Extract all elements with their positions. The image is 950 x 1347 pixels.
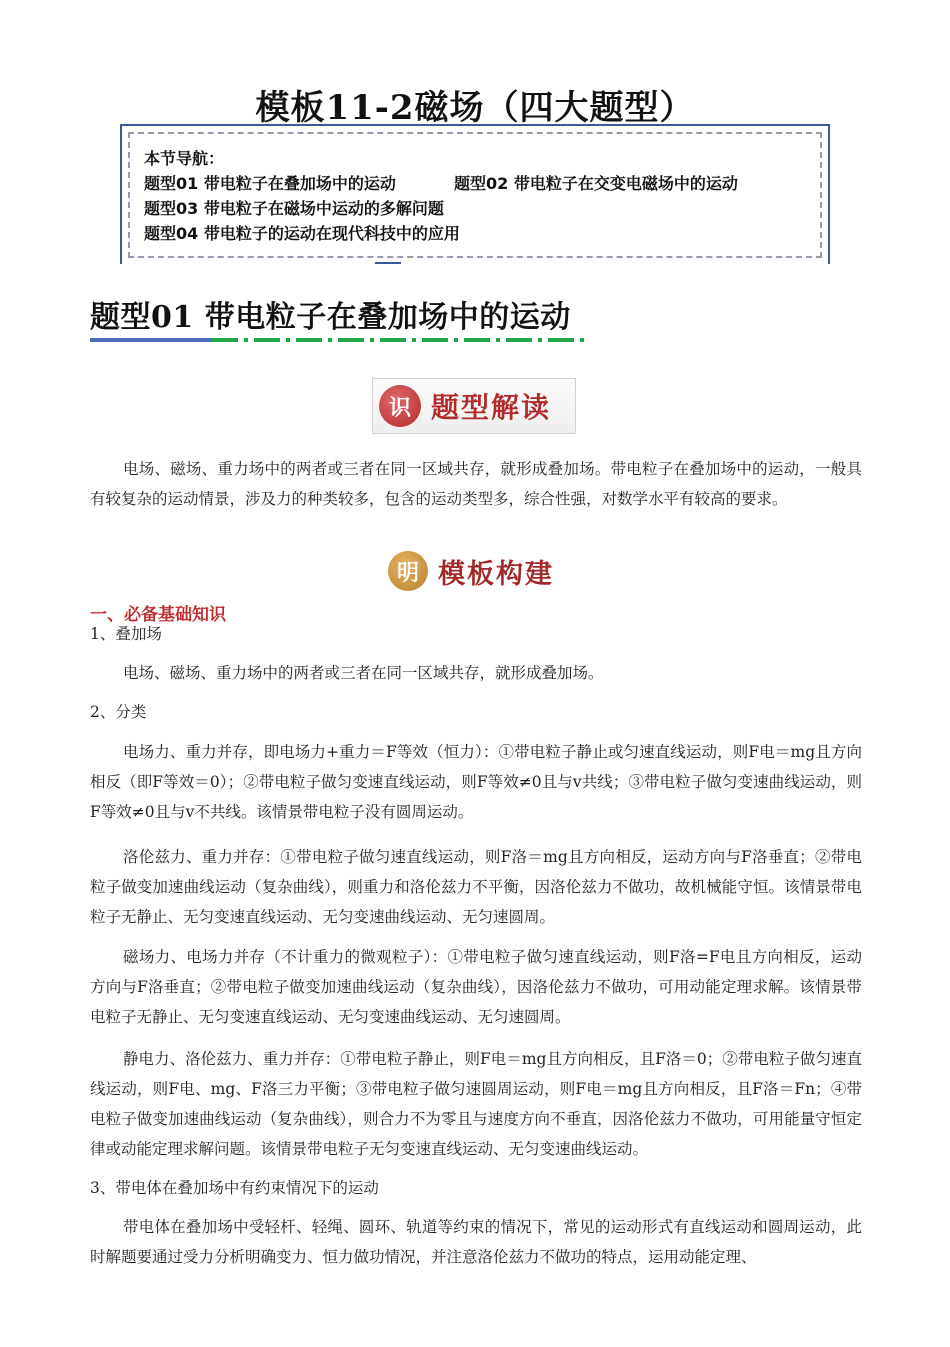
heading-underline-dashed: [212, 338, 590, 342]
template-badge: [382, 546, 572, 596]
intro-paragraph: 电场、磁场、重力场中的两者或三者在同一区域共存，就形成叠加场。带电粒子在叠加场中的运动，一般具有较复杂的运动情景，涉及力的种类较多，包含的运动类型多，综合性强，对数学水平有较高的要求。: [90, 460, 862, 508]
badge-label: 模板构建: [438, 558, 554, 590]
item2-heading: 2、分类: [90, 703, 147, 721]
document-title: 模板11-2磁场（四大题型）: [255, 88, 695, 128]
paragraph-three-forces: 静电力、洛伦兹力、重力并存：①带电粒子静止，则F电＝mg且方向相反，且F洛＝0；②带电粒子做匀速直线运动，则F电、mg、F洛三力平衡；③带电粒子做匀速圆周运动，则F电＝mg且方向相反，且F洛＝Fn；④带电粒子做变加速曲线运动（复杂曲线），则合力不为零且与速度方向不垂直，因洛伦兹力不做功，可用能量守恒定律或动能定理求解问题。该情景带电粒子无匀变速直线运动、无匀变速曲线运动。: [90, 1050, 862, 1158]
nav-bottom-mark: [375, 262, 401, 264]
nav-heading: 本节导航：: [144, 149, 225, 168]
item3-heading: 3、带电体在叠加场中有约束情况下的运动: [90, 1179, 379, 1197]
heading-underline-solid: [90, 338, 212, 342]
item1-text: 电场、磁场、重力场中的两者或三者在同一区域共存，就形成叠加场。: [123, 664, 604, 682]
paragraph-constraints: 带电体在叠加场中受轻杆、轻绳、圆环、轨道等约束的情况下，常见的运动形式有直线运动和圆周运动，此时解题要通过受力分析明确变力、恒力做功情况，并注意洛伦兹力不做功的特点，运用动能定理、: [90, 1218, 862, 1266]
seal-icon: 识: [379, 385, 421, 427]
paragraph-electric-gravity: 电场力、重力并存，即电场力+重力＝F等效（恒力）：①带电粒子静止或匀速直线运动，则F电＝mg且方向相反（即F等效＝0）；②带电粒子做匀变速直线运动，则F等效≠0且与v共线；③带电粒子做匀变速曲线运动，则F等效≠0且与v不共线。该情景带电粒子没有圆周运动。: [90, 743, 862, 821]
nav-item-type03[interactable]: 题型03 带电粒子在磁场中运动的多解问题: [144, 199, 444, 218]
nav-row: [144, 171, 820, 196]
nav-row: [144, 196, 820, 221]
knowledge-heading: 一、必备基础知识: [90, 605, 226, 625]
interpretation-badge: [372, 378, 576, 434]
paragraph-magnetic-electric: 磁场力、电场力并存（不计重力的微观粒子）：①带电粒子做匀速直线运动，则F洛=F电且方向相反，运动方向与F洛垂直；②带电粒子做变加速曲线运动（复杂曲线），因洛伦兹力不做功，可用动能定理求解。该情景带电粒子无静止、无匀变速直线运动、无匀变速曲线运动、无匀速圆周。: [90, 948, 862, 1026]
section-navigation: [128, 132, 822, 258]
nav-item-type01[interactable]: 题型01 带电粒子在叠加场中的运动: [144, 174, 396, 193]
section-title: 题型01 带电粒子在叠加场中的运动: [90, 300, 571, 335]
nav-row: [144, 221, 820, 246]
nav-item-type02[interactable]: 题型02 带电粒子在交变电磁场中的运动: [454, 174, 738, 193]
badge-label: 题型解读: [431, 391, 552, 424]
paragraph-lorentz-gravity: 洛伦兹力、重力并存：①带电粒子做匀速直线运动，则F洛＝mg且方向相反，运动方向与F洛垂直；②带电粒子做变加速曲线运动（复杂曲线），则重力和洛伦兹力不平衡，因洛伦兹力不做功，故机械能守恒。该情景带电粒子无静止、无匀变速直线运动、无匀变速曲线运动、无匀速圆周。: [90, 848, 862, 926]
seal-icon: 明: [388, 551, 428, 591]
item1-heading: 1、叠加场: [90, 625, 162, 643]
nav-item-type04[interactable]: 题型04 带电粒子的运动在现代科技中的应用: [144, 224, 460, 243]
